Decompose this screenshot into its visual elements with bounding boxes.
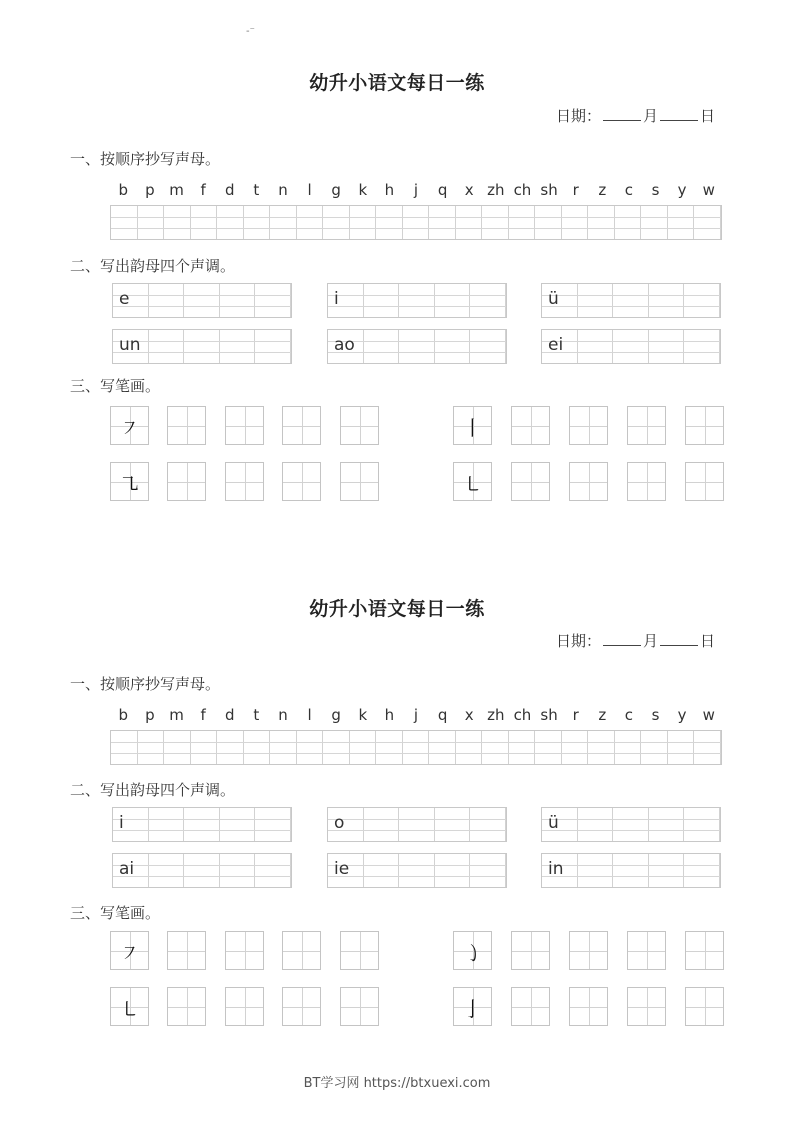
final-label: ü — [548, 813, 559, 833]
writing-cell[interactable] — [578, 284, 614, 317]
date-field — [556, 630, 715, 651]
stroke-practice-box[interactable] — [167, 462, 206, 501]
day-blank[interactable] — [660, 108, 698, 121]
writing-cell[interactable] — [350, 206, 377, 239]
writing-cell[interactable] — [364, 284, 400, 317]
writing-cell[interactable] — [562, 206, 589, 239]
tone-writing-box[interactable] — [541, 329, 721, 364]
guide-line — [328, 876, 506, 877]
writing-cell[interactable] — [470, 854, 506, 887]
worksheet-title: 幼升小语文每日一练 — [309, 72, 485, 94]
stroke-practice-box[interactable] — [511, 987, 550, 1026]
initial-letter: j — [413, 706, 419, 724]
writing-cell[interactable] — [684, 808, 720, 841]
writing-cell[interactable] — [456, 731, 483, 764]
tone-writing-box[interactable] — [541, 853, 721, 888]
final-label: i — [119, 813, 124, 833]
stroke-glyph: 亅 — [462, 997, 483, 1021]
writing-cell[interactable] — [297, 206, 324, 239]
stroke-glyph: ㇄ — [462, 472, 483, 496]
initial-letter: f — [200, 181, 206, 199]
writing-cell[interactable] — [613, 854, 649, 887]
initial-letter: l — [307, 181, 312, 199]
stroke-practice-box[interactable] — [685, 931, 724, 970]
tone-writing-box[interactable] — [327, 283, 507, 318]
worksheet-title: 幼升小语文每日一练 — [309, 598, 485, 620]
month-blank[interactable] — [603, 633, 641, 646]
writing-cell[interactable] — [615, 731, 642, 764]
tone-writing-box[interactable] — [112, 853, 292, 888]
writing-cell[interactable] — [694, 206, 721, 239]
month-label: 月 — [643, 107, 659, 125]
final-label: o — [334, 813, 345, 833]
initial-letter: j — [413, 181, 419, 199]
initial-letter: g — [331, 181, 341, 199]
initial-letter: b — [118, 181, 129, 199]
stroke-sample-box — [453, 931, 492, 970]
stroke-sample-box — [453, 462, 492, 501]
writing-cell[interactable] — [191, 731, 218, 764]
section-heading-copy-initials: 一、按顺序抄写声母。 — [70, 675, 221, 693]
stroke-glyph: 丨 — [462, 416, 483, 440]
writing-cell[interactable] — [149, 808, 185, 841]
final-label: ie — [334, 859, 350, 879]
stroke-practice-box[interactable] — [282, 931, 321, 970]
stray-mark: -⁻ — [246, 26, 255, 37]
guide-line — [111, 742, 721, 743]
initial-letter: q — [437, 181, 448, 199]
tone-writing-box[interactable] — [541, 807, 721, 842]
writing-cell[interactable] — [220, 808, 256, 841]
section-heading-strokes: 三、写笔画。 — [70, 377, 161, 395]
writing-cell[interactable] — [641, 206, 668, 239]
stroke-sample-box — [453, 987, 492, 1026]
initial-letter: r — [572, 181, 579, 199]
initials-row — [110, 181, 722, 199]
guide-line — [542, 352, 720, 353]
stroke-sample-box — [453, 406, 492, 445]
initial-letter: c — [624, 181, 633, 199]
stroke-practice-box[interactable] — [627, 462, 666, 501]
writing-cell[interactable] — [184, 330, 220, 363]
initial-letter: l — [307, 706, 312, 724]
writing-cell[interactable] — [435, 284, 471, 317]
writing-cell[interactable] — [641, 731, 668, 764]
day-blank[interactable] — [660, 633, 698, 646]
final-label: e — [119, 289, 130, 309]
tone-writing-box[interactable] — [112, 283, 292, 318]
writing-cell[interactable] — [270, 731, 297, 764]
writing-cell[interactable] — [111, 206, 138, 239]
writing-cell[interactable] — [435, 808, 471, 841]
writing-cell[interactable] — [456, 206, 483, 239]
final-label: in — [548, 859, 564, 879]
initial-letter: y — [677, 706, 687, 724]
stroke-practice-box[interactable] — [282, 462, 321, 501]
stroke-practice-box[interactable] — [225, 931, 264, 970]
writing-cell[interactable] — [668, 731, 695, 764]
stroke-sample-box — [110, 462, 149, 501]
writing-cell[interactable] — [164, 206, 191, 239]
stroke-glyph: ㇄ — [119, 997, 140, 1021]
writing-cell[interactable] — [649, 808, 685, 841]
stroke-sample-box — [110, 987, 149, 1026]
initial-letter: y — [677, 181, 687, 199]
writing-cell[interactable] — [613, 330, 649, 363]
guide-line — [113, 295, 291, 296]
writing-cell[interactable] — [649, 284, 685, 317]
tone-writing-box[interactable] — [541, 283, 721, 318]
stroke-practice-box[interactable] — [340, 931, 379, 970]
initial-letter: sh — [540, 181, 558, 199]
initial-letter: sh — [540, 706, 558, 724]
initial-letter: n — [278, 181, 288, 199]
writing-cell[interactable] — [588, 206, 615, 239]
initial-letter: w — [702, 706, 715, 724]
stroke-practice-box[interactable] — [282, 987, 321, 1026]
guide-line — [542, 295, 720, 296]
writing-cell[interactable] — [138, 731, 165, 764]
writing-cell[interactable] — [149, 330, 185, 363]
writing-cell[interactable] — [255, 284, 291, 317]
writing-cell[interactable] — [535, 206, 562, 239]
guide-line — [542, 876, 720, 877]
stroke-practice-box[interactable] — [340, 406, 379, 445]
writing-cell[interactable] — [364, 808, 400, 841]
initial-letter: h — [384, 706, 395, 724]
stroke-practice-box[interactable] — [511, 931, 550, 970]
writing-cell[interactable] — [429, 731, 456, 764]
writing-cell[interactable] — [470, 808, 506, 841]
writing-cell[interactable] — [255, 330, 291, 363]
initial-letter: s — [651, 181, 660, 199]
writing-cell[interactable] — [164, 731, 191, 764]
initials-writing-grid[interactable] — [110, 205, 722, 240]
writing-cell[interactable] — [399, 854, 435, 887]
initial-letter: d — [224, 706, 235, 724]
initial-letter: p — [145, 706, 155, 724]
initial-letter: f — [200, 706, 206, 724]
stroke-practice-box[interactable] — [225, 462, 264, 501]
writing-cell[interactable] — [184, 284, 220, 317]
writing-cell[interactable] — [470, 330, 506, 363]
initial-letter: z — [598, 181, 607, 199]
initial-letter: x — [464, 706, 474, 724]
writing-cell[interactable] — [217, 206, 244, 239]
writing-cell[interactable] — [270, 206, 297, 239]
guide-line — [113, 819, 291, 820]
footer-watermark: BT学习网 https://btxuexi.com — [303, 1076, 491, 1091]
initial-letter: r — [572, 706, 579, 724]
initial-letter: n — [278, 706, 288, 724]
initial-letter: b — [118, 706, 129, 724]
writing-cell[interactable] — [578, 854, 614, 887]
writing-cell[interactable] — [244, 731, 271, 764]
writing-cell[interactable] — [184, 808, 220, 841]
writing-cell[interactable] — [435, 854, 471, 887]
guide-line — [328, 865, 506, 866]
section-heading-finals-tones: 二、写出韵母四个声调。 — [70, 257, 236, 275]
writing-cell[interactable] — [649, 330, 685, 363]
guide-line — [542, 341, 720, 342]
guide-line — [542, 830, 720, 831]
tone-writing-box[interactable] — [112, 807, 292, 842]
initial-letter: q — [437, 706, 448, 724]
stroke-practice-box[interactable] — [225, 406, 264, 445]
writing-cell[interactable] — [364, 854, 400, 887]
guide-line — [111, 228, 721, 229]
stroke-practice-box[interactable] — [225, 987, 264, 1026]
stroke-practice-box[interactable] — [627, 987, 666, 1026]
stroke-glyph: ㇈ — [119, 472, 140, 496]
initial-letter: ch — [513, 706, 532, 724]
tone-writing-box[interactable] — [112, 329, 292, 364]
stroke-practice-box[interactable] — [569, 931, 608, 970]
writing-cell[interactable] — [111, 731, 138, 764]
stroke-practice-box[interactable] — [167, 987, 206, 1026]
tone-writing-box[interactable] — [327, 853, 507, 888]
stroke-practice-box[interactable] — [685, 987, 724, 1026]
stroke-practice-box[interactable] — [282, 406, 321, 445]
stroke-practice-box[interactable] — [511, 462, 550, 501]
stroke-practice-box[interactable] — [167, 931, 206, 970]
initial-letter: k — [358, 706, 368, 724]
stroke-sample-box — [110, 406, 149, 445]
guide-line — [113, 306, 291, 307]
month-label: 月 — [643, 632, 659, 650]
writing-cell[interactable] — [376, 731, 403, 764]
writing-cell[interactable] — [191, 206, 218, 239]
guide-line — [328, 306, 506, 307]
initial-letter: p — [145, 181, 155, 199]
writing-cell[interactable] — [613, 284, 649, 317]
stroke-practice-box[interactable] — [627, 931, 666, 970]
initial-letter: zh — [487, 706, 505, 724]
writing-cell[interactable] — [588, 731, 615, 764]
writing-cell[interactable] — [482, 731, 509, 764]
initial-letter: h — [384, 181, 395, 199]
writing-cell[interactable] — [535, 731, 562, 764]
stroke-sample-box — [110, 931, 149, 970]
writing-cell[interactable] — [297, 731, 324, 764]
final-label: ao — [334, 335, 355, 355]
stroke-practice-box[interactable] — [340, 462, 379, 501]
writing-cell[interactable] — [403, 731, 430, 764]
writing-cell[interactable] — [435, 330, 471, 363]
initial-letter: m — [169, 181, 184, 199]
initial-letter: t — [253, 706, 260, 724]
date-field — [556, 105, 715, 126]
writing-cell[interactable] — [399, 808, 435, 841]
writing-cell[interactable] — [403, 206, 430, 239]
stroke-practice-box[interactable] — [569, 462, 608, 501]
writing-cell[interactable] — [138, 206, 165, 239]
writing-cell[interactable] — [323, 206, 350, 239]
writing-cell[interactable] — [350, 731, 377, 764]
tone-writing-box[interactable] — [327, 807, 507, 842]
guide-line — [328, 830, 506, 831]
writing-cell[interactable] — [220, 854, 256, 887]
guide-line — [328, 819, 506, 820]
writing-cell[interactable] — [255, 854, 291, 887]
stroke-practice-box[interactable] — [569, 406, 608, 445]
writing-cell[interactable] — [399, 284, 435, 317]
stroke-practice-box[interactable] — [685, 406, 724, 445]
guide-line — [328, 295, 506, 296]
section-heading-finals-tones: 二、写出韵母四个声调。 — [70, 781, 236, 799]
writing-cell[interactable] — [562, 731, 589, 764]
date-label: 日期： — [556, 107, 602, 125]
guide-line — [111, 753, 721, 754]
final-label: ü — [548, 289, 559, 309]
writing-cell[interactable] — [220, 330, 256, 363]
final-label: ai — [119, 859, 135, 879]
final-label: un — [119, 335, 141, 355]
stroke-practice-box[interactable] — [511, 406, 550, 445]
guide-line — [113, 876, 291, 877]
stroke-practice-box[interactable] — [340, 987, 379, 1026]
guide-line — [113, 865, 291, 866]
writing-cell[interactable] — [578, 808, 614, 841]
initial-letter: m — [169, 706, 184, 724]
guide-line — [542, 306, 720, 307]
writing-cell[interactable] — [668, 206, 695, 239]
section-heading-copy-initials: 一、按顺序抄写声母。 — [70, 150, 221, 168]
writing-cell[interactable] — [470, 284, 506, 317]
guide-line — [542, 865, 720, 866]
day-label: 日 — [700, 107, 716, 125]
initials-writing-grid[interactable] — [110, 730, 722, 765]
writing-cell[interactable] — [684, 330, 720, 363]
initial-letter: s — [651, 706, 660, 724]
stroke-glyph: ㇁ — [462, 941, 483, 965]
initial-letter: w — [702, 181, 715, 199]
writing-cell[interactable] — [649, 854, 685, 887]
writing-cell[interactable] — [244, 206, 271, 239]
guide-line — [113, 830, 291, 831]
stroke-glyph: ㇇ — [119, 941, 140, 965]
writing-cell[interactable] — [615, 206, 642, 239]
initial-letter: c — [624, 706, 633, 724]
writing-cell[interactable] — [578, 330, 614, 363]
writing-cell[interactable] — [684, 284, 720, 317]
initial-letter: g — [331, 706, 341, 724]
final-label: i — [334, 289, 339, 309]
section-heading-strokes: 三、写笔画。 — [70, 904, 161, 922]
initial-letter: k — [358, 181, 368, 199]
writing-cell[interactable] — [694, 731, 721, 764]
final-label: ei — [548, 335, 564, 355]
writing-cell[interactable] — [509, 206, 536, 239]
writing-cell[interactable] — [149, 854, 185, 887]
writing-cell[interactable] — [149, 284, 185, 317]
month-blank[interactable] — [603, 108, 641, 121]
tone-writing-box[interactable] — [327, 329, 507, 364]
initial-letter: d — [224, 181, 235, 199]
writing-cell[interactable] — [684, 854, 720, 887]
day-label: 日 — [700, 632, 716, 650]
stroke-practice-box[interactable] — [569, 987, 608, 1026]
writing-cell[interactable] — [399, 330, 435, 363]
writing-cell[interactable] — [509, 731, 536, 764]
writing-cell[interactable] — [184, 854, 220, 887]
guide-line — [111, 217, 721, 218]
initial-letter: z — [598, 706, 607, 724]
writing-cell[interactable] — [364, 330, 400, 363]
writing-cell[interactable] — [323, 731, 350, 764]
writing-cell[interactable] — [217, 731, 244, 764]
initials-row — [110, 706, 722, 724]
writing-cell[interactable] — [482, 206, 509, 239]
writing-cell[interactable] — [255, 808, 291, 841]
initial-letter: t — [253, 181, 260, 199]
initial-letter: zh — [487, 181, 505, 199]
stroke-practice-box[interactable] — [685, 462, 724, 501]
guide-line — [542, 819, 720, 820]
writing-cell[interactable] — [376, 206, 403, 239]
stroke-practice-box[interactable] — [627, 406, 666, 445]
stroke-practice-box[interactable] — [167, 406, 206, 445]
writing-cell[interactable] — [613, 808, 649, 841]
writing-cell[interactable] — [429, 206, 456, 239]
date-label: 日期： — [556, 632, 602, 650]
writing-cell[interactable] — [220, 284, 256, 317]
stroke-glyph: ㇇ — [119, 416, 140, 440]
initial-letter: ch — [513, 181, 532, 199]
initial-letter: x — [464, 181, 474, 199]
